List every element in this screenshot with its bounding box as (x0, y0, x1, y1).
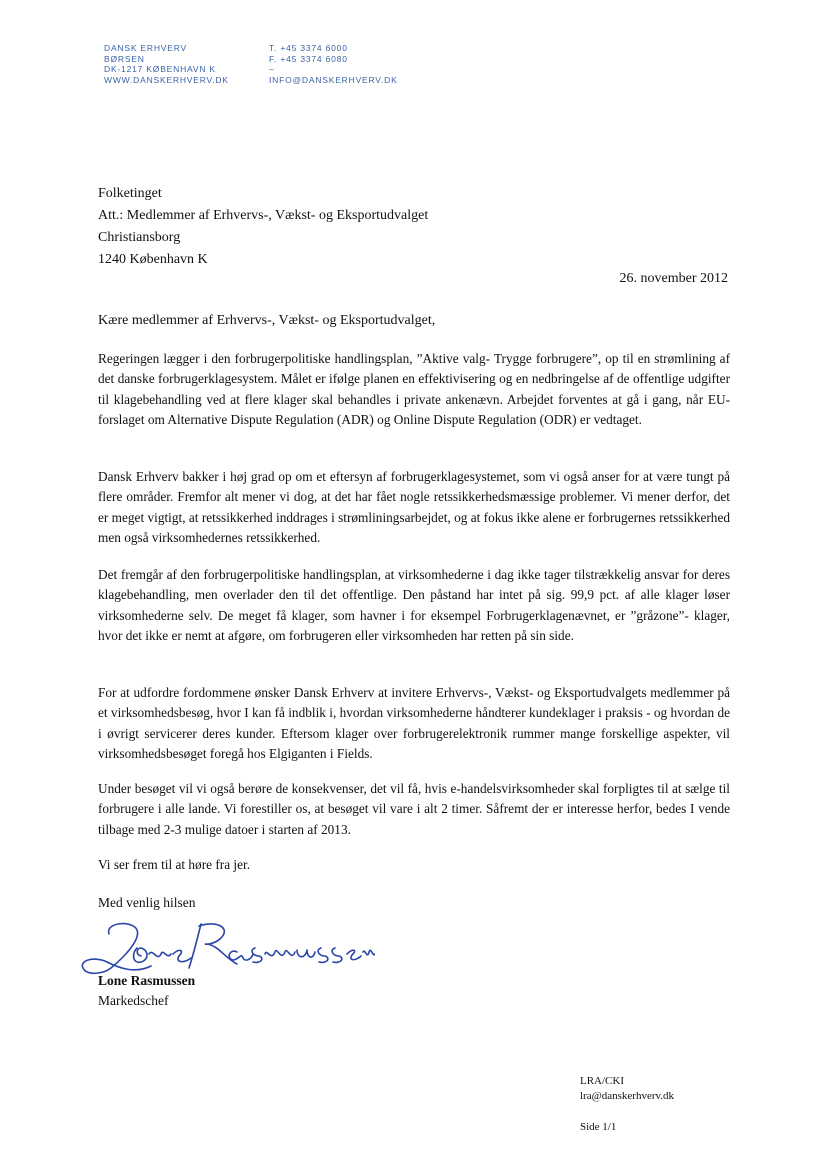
recipient-line: Folketinget (98, 186, 162, 201)
letterhead-email: INFO@DANSKERHVERV.DK (269, 74, 398, 85)
body-paragraph: Dansk Erhverv bakker i høj grad op om et eftersyn af forbrugerklagesystemet, som vi også anser for at være tungt på flere områder. Fremfor alt mener vi dog, at det har fået nogle retssikkerhedsmæssige problemer. Vi mener derfor, det er meget vigtigt, at retssikkerhed inddrages i strømliningsarbejdet, og at fokus ikke alene er forbrugernes retssikkerhed men også virksomhedernes retssikkerhed. (98, 469, 730, 545)
body-paragraph: Under besøget vil vi også berøre de konsekvenser, det vil få, hvis e-handelsvirksomheder skal forpligtes til at sælge til forbrugere i alle lande. Vi forestiller os, at besøget vil vare i alt 2 timer. Såfremt der er interesse herfor, bedes I vende tilbage med 2-3 mulige datoer i starten af 2013. (98, 781, 730, 837)
letterhead-dash: – (269, 64, 275, 74)
recipient-line: Att.: Medlemmer af Erhvervs-, Vækst- og Eksportudvalget (98, 208, 429, 223)
letterhead-company: DANSK ERHVERV (104, 43, 187, 53)
letterhead-website: WWW.DANSKERHVERV.DK (104, 74, 229, 85)
salutation: Kære medlemmer af Erhvervs-, Vækst- og Eksportudvalget, (98, 313, 436, 328)
footer-reference (580, 1074, 674, 1104)
recipient-line: 1240 København K (98, 252, 208, 267)
reference-email: lra@danskerhverv.dk (580, 1090, 675, 1102)
signer-title: Markedschef (98, 993, 169, 1008)
closing-phrase: Med venlig hilsen (98, 895, 196, 910)
body-paragraph: Regeringen lægger i den forbrugerpolitiske handlingsplan, ”Aktive valg- Trygge forbrugere”, op til en strømlining af det danske forbrugerklagesystem. Målet er ifølge planen en effektivisering og en nedbringelse af de offentlige udgifter til klagebehandling ved at flere klager skal behandles i private ankenævn. Arbejdet forventes at gå i gang, når EU-forslaget om Alternative Dispute Regulation (ADR) og Online Dispute Regulation (ODR) er vedtaget. (98, 351, 730, 427)
reference-initials: LRA/CKI (580, 1075, 624, 1087)
body-paragraph: Vi ser frem til at høre fra jer. (98, 857, 251, 872)
recipient-address (98, 183, 428, 271)
letterhead-postal: DK-1217 KØBENHAVN K (104, 64, 216, 74)
letter-date: 26. november 2012 (619, 271, 728, 286)
recipient-line: Christiansborg (98, 230, 181, 245)
letterhead-building: BØRSEN (104, 53, 145, 64)
letterhead-fax: F. +45 3374 6080 (269, 53, 348, 64)
signer-name: Lone Rasmussen (98, 973, 196, 988)
letterhead-phone: T. +45 3374 6000 (269, 43, 348, 53)
page-number: Side 1/1 (580, 1121, 617, 1133)
body-paragraph: Det fremgår af den forbrugerpolitiske handlingsplan, at virksomhederne i dag ikke tager tilstrækkelig ansvar for deres klagebehandling, men overlader den til det offentlige. Den påstand har intet på sig. 99,9 pct. af alle klager løser virksomhederne selv. De meget få klager, som havner i for eksempel Forbrugerklagenævnet, er ”gråzone”- klager, hvor det ikke er nemt at afgøre, om forbrugeren eller virksomheden har retten på sin side. (98, 567, 730, 643)
letterhead-address (104, 43, 229, 85)
letterhead-contact (269, 43, 398, 85)
body-paragraph: For at udfordre fordommene ønsker Dansk Erhverv at invitere Erhvervs-, Vækst- og Eksportudvalgets medlemmer på et virksomhedsbesøg, hvor I kan få indblik i, hvordan virksomhederne håndterer kundeklager i praksis - og hvordan de i øvrigt servicerer deres kunder. Eftersom klager over forbrugerelektronik rummer mange forskellige aspekter, vil virksomhedsbesøget foregå hos Elgiganten i Fields. (98, 685, 730, 761)
